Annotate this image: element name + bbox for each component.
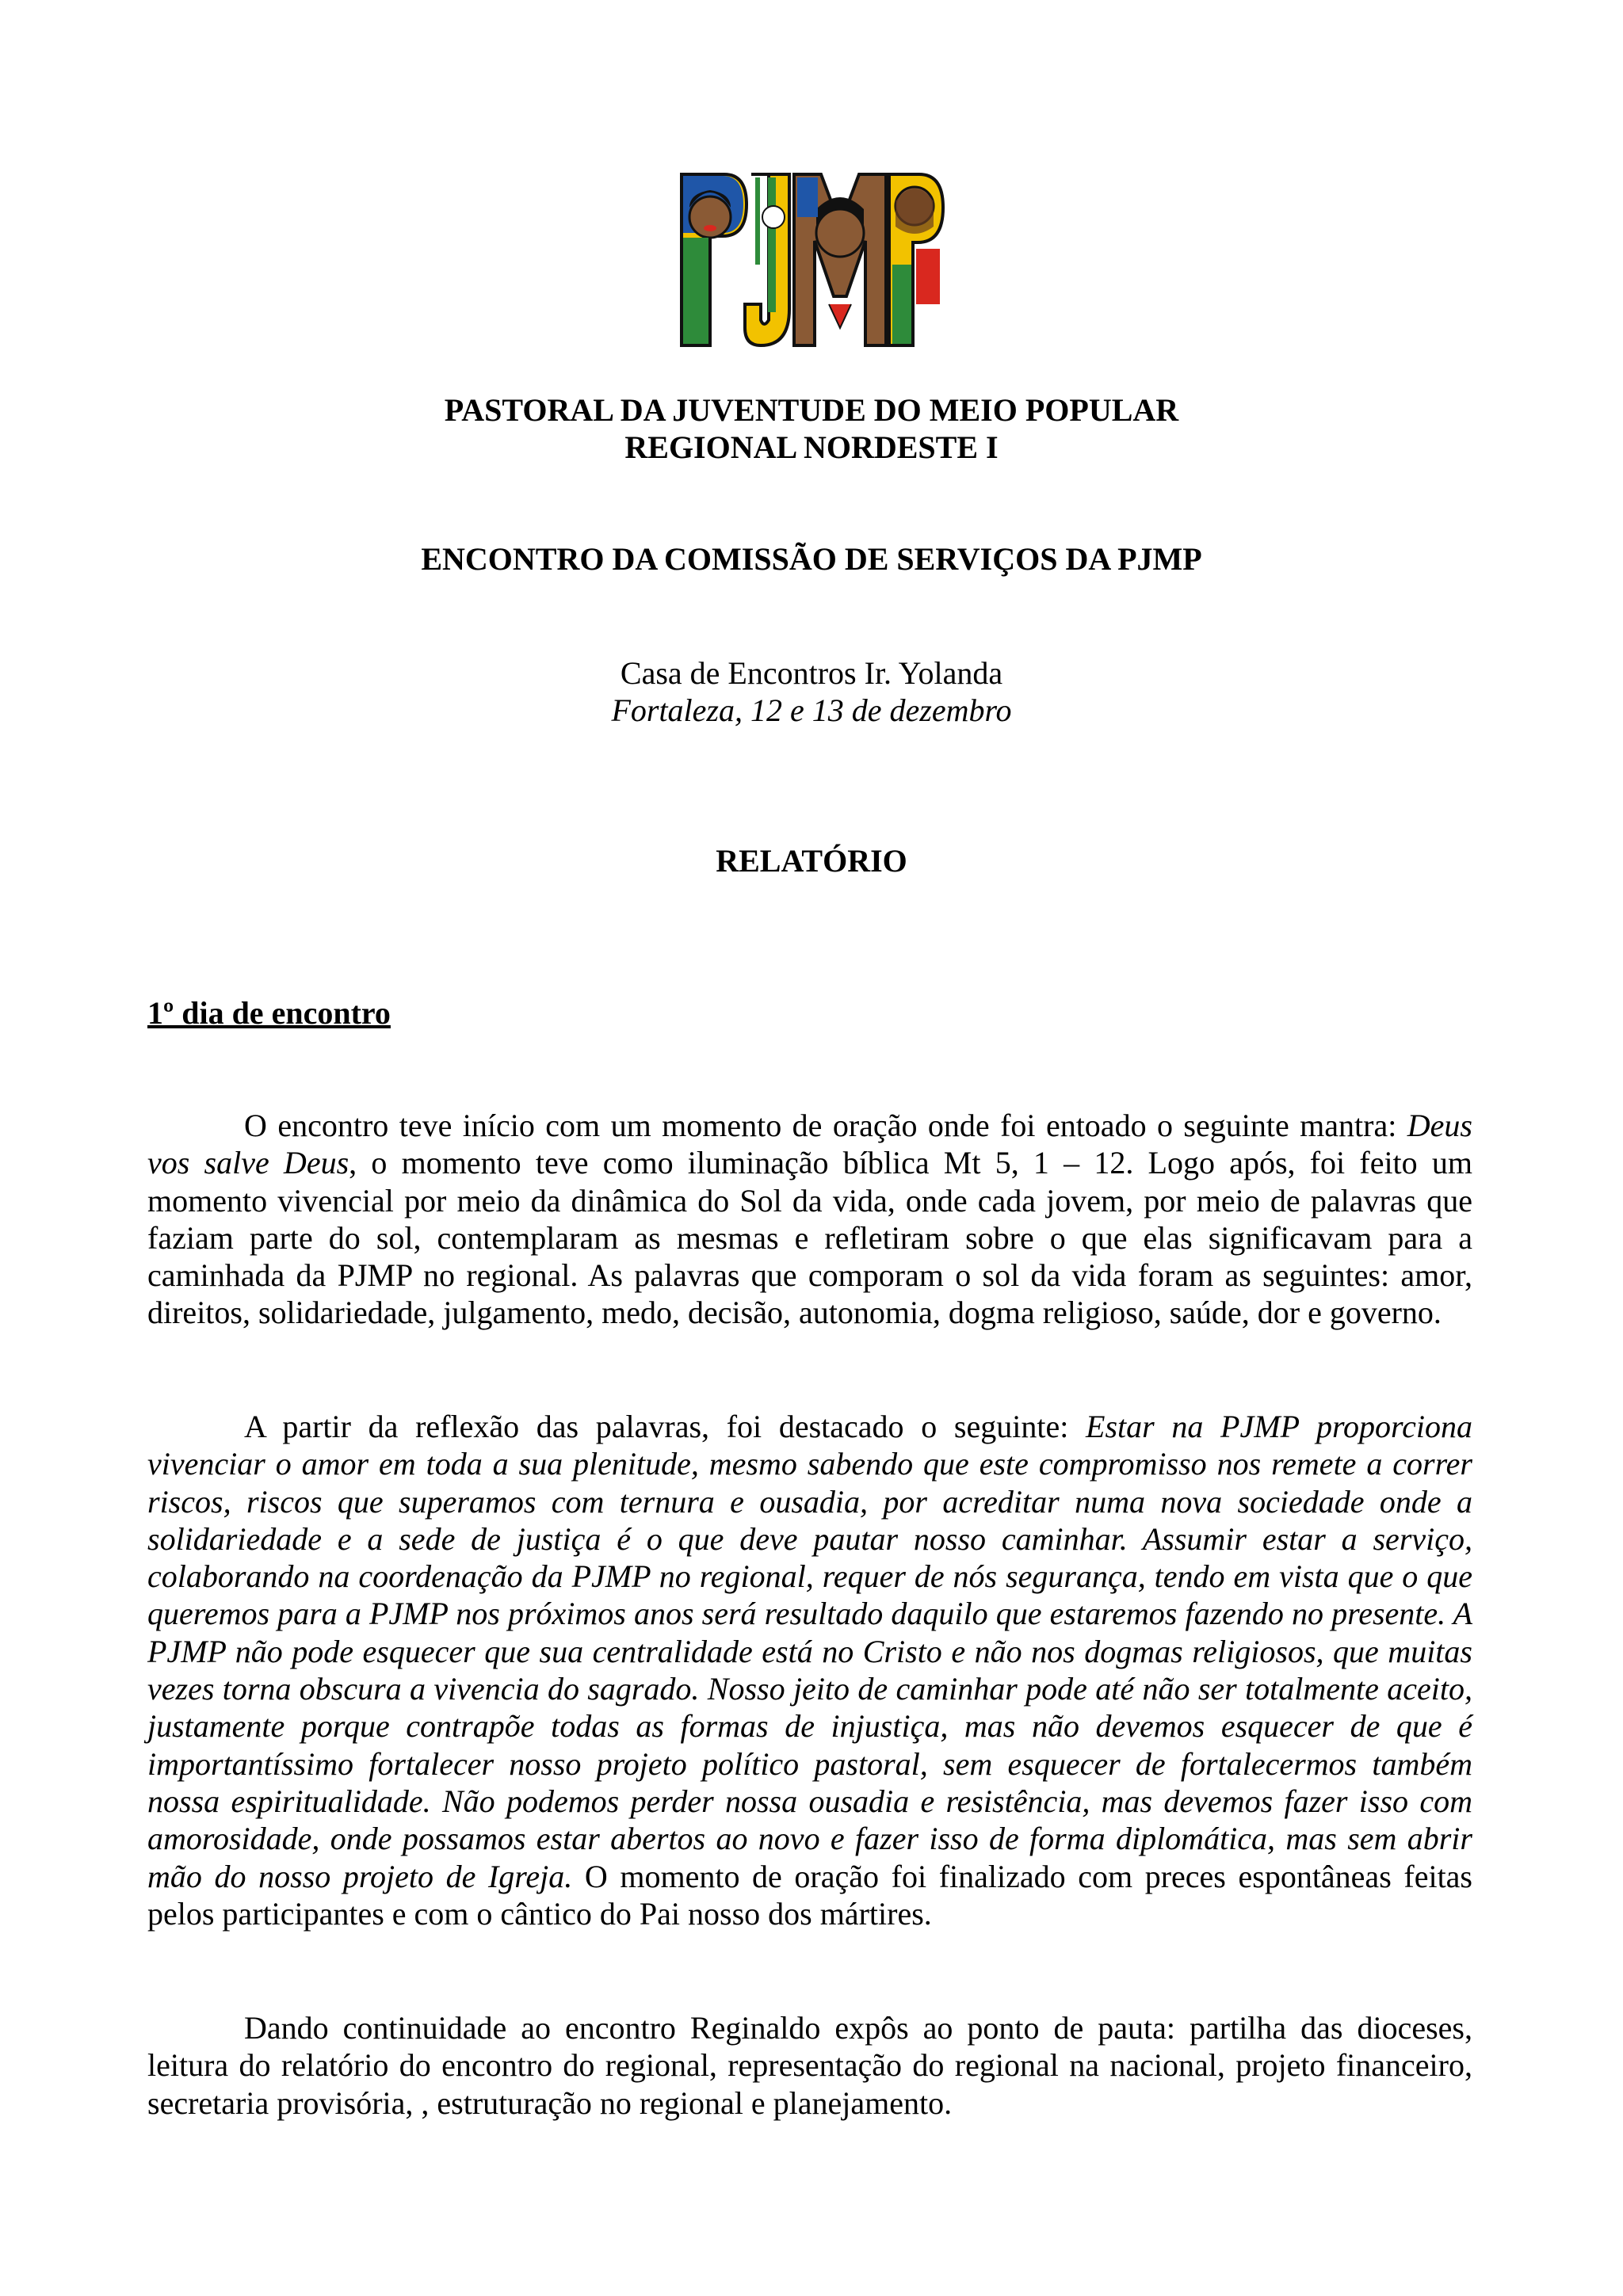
logo-letter-p1 xyxy=(682,174,747,345)
report-title: RELATÓRIO xyxy=(716,843,907,879)
logo-letter-p2 xyxy=(889,174,943,345)
venue-block xyxy=(0,654,1623,729)
section-heading: 1º dia de encontro xyxy=(147,995,391,1031)
logo-letter-m xyxy=(794,174,886,345)
paragraph-opening xyxy=(147,1107,1472,1332)
org-name: PASTORAL DA JUVENTUDE DO MEIO POPULAR xyxy=(444,392,1179,428)
logo-letter-j xyxy=(745,174,789,345)
venue-name: Casa de Encontros Ir. Yolanda xyxy=(620,655,1003,691)
place-date: Fortaleza, 12 e 13 de dezembro xyxy=(611,692,1012,728)
pjmp-logo xyxy=(678,170,945,350)
p2-rest: O momento de oração foi finalizado com preces espontâneas feitas pelos participantes e com o cântico do Pai nosso dos mártires. xyxy=(147,1858,1472,1932)
reflection-quote: Estar na PJMP proporciona vivenciar o amor em toda a sua plenitude, mesmo sabendo que este compromisso nos remete a correr riscos, riscos que superamos com ternura e ousadia, por acreditar numa nova sociedade onde a solidariedade e a sede de justiça é o que deve pautar nosso caminhar. Assumir estar a serviço, colaborando na coordenação da PJMP no regional, requer de nós segurança, tendo em vista que o que queremos para a PJMP nos próximos anos será resultado daquilo que estaremos fazendo no presente. A PJMP não pode esquecer que sua centralidade está no Cristo e não nos dogmas religiosos, que muitas vezes torna obscura a vivencia do sagrado. Nosso jeito de caminhar pode até não ser totalmente aceito, justamente porque contrapõe todas as formas de injustiça, mas não devemos esquecer de que é importantíssimo fortalecer nosso projeto político pastoral, sem esquecer de fortalecermos também nossa espiritualidade. Não podemos perder nossa ousadia e resistência, mas devemos fazer isso com amorosidade, onde possamos estar abertos ao novo e fazer isso de forma diplomática, mas sem abrir mão do nosso projeto de Igreja. xyxy=(147,1409,1472,1894)
org-heading xyxy=(0,391,1623,466)
org-region: REGIONAL NORDESTE I xyxy=(624,429,999,465)
p2-intro: A partir da reflexão das palavras, foi destacado o seguinte: xyxy=(244,1409,1086,1444)
meeting-title: ENCONTRO DA COMISSÃO DE SERVIÇOS DA PJMP xyxy=(421,541,1202,577)
paragraph-reflection xyxy=(147,1408,1472,1932)
mantra-title: Deus vos salve Deus xyxy=(147,1108,1472,1181)
p1-rest: , o momento teve como iluminação bíblica Mt 5, 1 – 12. Logo após, foi feito um momento vivencial por meio da dinâmica do Sol da vida, onde cada jovem, por meio de palavras que faziam parte do sol, contemplaram as mesmas e refletiram sobre o que elas significavam para a caminhada da PJMP no regional. As palavras que comporam o sol da vida foram as seguintes: amor, direitos, solidariedade, julgamento, medo, decisão, autonomia, dogma religioso, saúde, dor e governo. xyxy=(147,1145,1472,1331)
p1-intro: O encontro teve início com um momento de oração onde foi entoado o seguinte mantra: xyxy=(244,1108,1407,1143)
paragraph-agenda: Dando continuidade ao encontro Reginaldo expôs ao ponto de pauta: partilha das dioceses, leitura do relatório do encontro do regional, representação do regional na nacional, projeto financeiro, secretaria provisória, , estruturação no regional e planejamento. xyxy=(147,2010,1472,2121)
